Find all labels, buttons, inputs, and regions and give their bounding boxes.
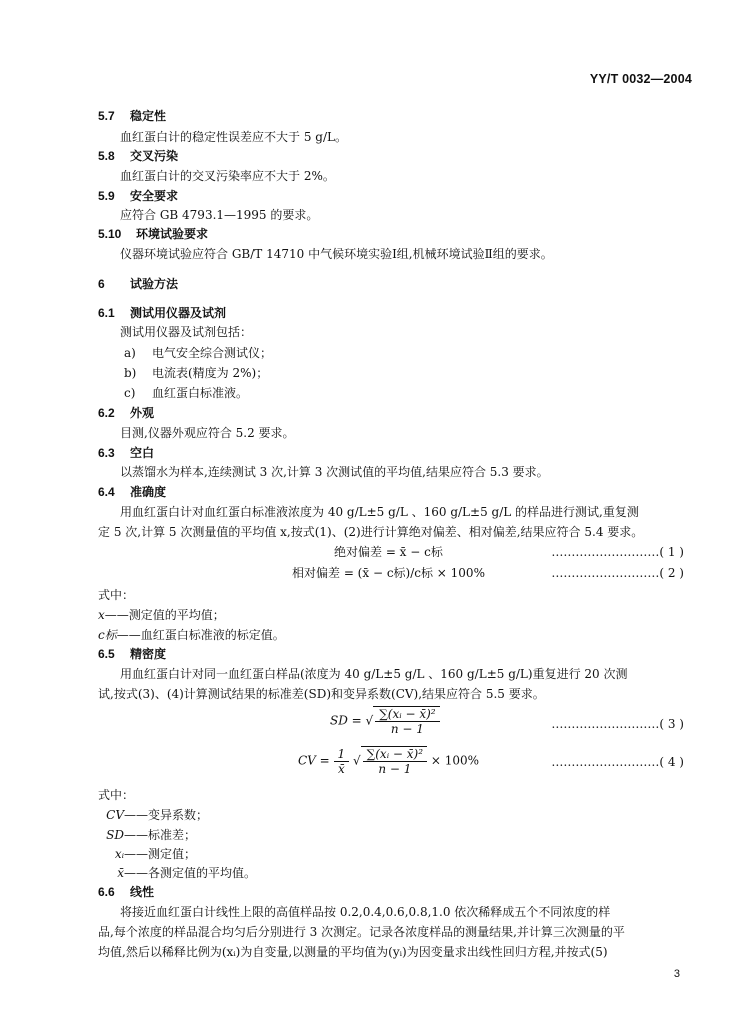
definition-text: ——测定值的平均值； xyxy=(104,608,225,622)
paragraph: 血红蛋白计的交叉污染率应不大于 2%。 xyxy=(120,169,335,183)
paragraph: 应符合 GB 4793.1—1995 的要求。 xyxy=(120,208,319,222)
section-number: 5.8 xyxy=(98,149,115,163)
section-number: 6.5 xyxy=(98,647,115,661)
definition-symbol: xᵢ xyxy=(114,847,124,861)
section-heading-6-3 xyxy=(98,445,154,461)
leader-dots: ……………………… xyxy=(551,755,660,769)
definition-symbol: CV xyxy=(106,808,124,822)
section-heading-5-9 xyxy=(98,188,178,204)
section-heading-6-4 xyxy=(98,484,166,500)
section-number: 6.2 xyxy=(98,406,115,420)
section-number: 6.3 xyxy=(98,446,115,460)
section-title: 稳定性 xyxy=(130,109,167,123)
definition-symbol: x xyxy=(98,608,105,622)
list-item xyxy=(124,365,268,381)
section-title: 空白 xyxy=(130,446,155,460)
definition xyxy=(98,607,225,623)
formula-number-label: ( 2 ) xyxy=(659,566,684,580)
paragraph: 用血红蛋白计对同一血红蛋白样品(浓度为 40 g/L±5 g/L 、160 g/L±5 g/L)重复进行 20 次测 xyxy=(120,667,628,681)
section-title: 外观 xyxy=(130,406,155,420)
paragraph: 仪器环境试验应符合 GB/T 14710 中气候环境实验Ⅰ组,机械环境试验Ⅱ组的要求。 xyxy=(120,247,553,261)
definition-text: ——标准差； xyxy=(124,828,197,842)
section-heading-5-8 xyxy=(98,148,178,164)
fraction-numerator: ∑(xᵢ − x̄)² xyxy=(375,707,439,722)
section-number: 5.10 xyxy=(98,227,122,241)
section-heading-6-6 xyxy=(98,884,154,900)
fraction-numerator: 1 xyxy=(334,747,350,762)
page-number: 3 xyxy=(673,968,680,980)
where-label: 式中： xyxy=(98,788,135,802)
leader-dots: ……………………… xyxy=(551,545,660,559)
formula-number-label: ( 3 ) xyxy=(659,717,684,731)
list-item xyxy=(124,345,272,361)
fraction-denominator: n − 1 xyxy=(378,762,412,776)
fraction-numerator: ∑(xᵢ − x̄)² xyxy=(363,747,427,762)
section-heading-6-1 xyxy=(98,305,226,321)
definition-text: ——变异系数； xyxy=(124,808,209,822)
list-item-label: c) xyxy=(124,386,136,400)
paragraph: 血红蛋白计的稳定性误差应不大于 5 g/L。 xyxy=(120,130,347,144)
definition-text: ——血红蛋白标准液的标定值。 xyxy=(116,628,285,642)
list-item-text: 血红蛋白标准液。 xyxy=(152,386,249,400)
section-number: 5.9 xyxy=(98,189,115,203)
chapter-heading-6 xyxy=(98,276,178,292)
section-title: 交叉污染 xyxy=(130,149,179,163)
formula-1: 绝对偏差 = x̄ − c标 xyxy=(334,545,443,559)
formula-number xyxy=(551,716,684,732)
section-title: 环境试验要求 xyxy=(136,227,209,241)
formula-4: CV = $\frac{1}{x̄}$ √ $\frac{\text{∑(xᵢ − x̄)²}}{n - 1}$ × 100% xyxy=(298,746,480,776)
section-heading-5-7 xyxy=(98,108,166,124)
paragraph: 定 5 次,计算 5 次测量值的平均值 x,按式(1)、(2)进行计算绝对偏差、相对偏差,结果应符合 5.4 要求。 xyxy=(98,525,644,539)
list-item-label: b) xyxy=(124,366,137,380)
definition-text: ——各测定值的平均值。 xyxy=(124,866,257,880)
definition xyxy=(76,846,196,862)
section-heading-6-2 xyxy=(98,405,154,421)
section-title: 测试用仪器及试剂 xyxy=(130,306,227,320)
paragraph: 试,按式(3)、(4)计算测试结果的标准差(SD)和变异系数(CV),结果应符合 5.5 要求。 xyxy=(98,687,545,701)
definition xyxy=(76,807,208,823)
formula-2: 相对偏差 = (x̄ − c标)/c标 × 100% xyxy=(292,566,485,580)
definition xyxy=(76,865,256,881)
list-item-text: 电气安全综合测试仪； xyxy=(152,346,273,360)
where-label: 式中： xyxy=(98,588,135,602)
formula-number-label: ( 4 ) xyxy=(659,755,684,769)
list-item xyxy=(124,385,248,401)
section-number: 5.7 xyxy=(98,109,115,123)
definition-symbol: c标 xyxy=(98,628,117,642)
paragraph: 目测,仪器外观应符合 5.2 要求。 xyxy=(120,426,295,440)
section-number: 6.1 xyxy=(98,306,115,320)
definition-symbol: x̄ xyxy=(117,866,124,880)
formula-number-label: ( 1 ) xyxy=(659,545,684,559)
paragraph: 用血红蛋白计对血红蛋白标准液浓度为 40 g/L±5 g/L 、160 g/L±5 g/L 的样品进行测试,重复测 xyxy=(120,505,639,519)
section-number: 6.6 xyxy=(98,885,115,899)
paragraph: 以蒸馏水为样本,连续测试 3 次,计算 3 次测试值的平均值,结果应符合 5.3 要求。 xyxy=(120,465,549,479)
definition-symbol: SD xyxy=(106,828,124,842)
list-item-label: a) xyxy=(124,346,136,360)
section-title: 准确度 xyxy=(130,485,167,499)
definition-text: ——测定值； xyxy=(124,847,197,861)
formula-number xyxy=(551,754,684,770)
list-item-text: 电流表(精度为 2%)； xyxy=(152,366,269,380)
leader-dots: ……………………… xyxy=(551,717,660,731)
formula-number xyxy=(551,565,684,581)
definition xyxy=(76,827,196,843)
paragraph: 品,每个浓度的样品混合均匀后分别进行 3 次测定。记录各浓度样品的测量结果,并计算三次测量的平 xyxy=(98,925,625,939)
section-title: 精密度 xyxy=(130,647,167,661)
paragraph: 均值,然后以稀释比例为(xᵢ)为自变量,以测量的平均值为(yᵢ)为因变量求出线性回归方程,并按式(5) xyxy=(98,945,608,959)
fraction-denominator: x̄ xyxy=(337,761,345,776)
formula-tail: × 100% xyxy=(430,753,480,768)
leader-dots: ……………………… xyxy=(551,566,660,580)
paragraph: 将接近血红蛋白计线性上限的高值样品按 0.2,0.4,0.6,0.8,1.0 依次稀释成五个不同浓度的样 xyxy=(120,905,611,919)
section-heading-6-5 xyxy=(98,646,166,662)
section-number: 6.4 xyxy=(98,485,115,499)
formula-lhs: SD = xyxy=(330,713,362,728)
section-title: 安全要求 xyxy=(130,189,179,203)
fraction-denominator: n − 1 xyxy=(390,722,424,736)
formula-3: SD = √ $\frac{\text{∑(xᵢ − x̄)²}}{n - 1}$ xyxy=(330,706,440,736)
section-heading-5-10 xyxy=(98,226,208,242)
standard-code: YY/T 0032—2004 xyxy=(589,72,692,86)
section-title: 线性 xyxy=(130,885,155,899)
section-title: 试验方法 xyxy=(130,277,179,291)
formula-lhs: CV = xyxy=(298,753,330,768)
formula-number xyxy=(551,544,684,560)
section-number: 6 xyxy=(98,277,105,291)
definition xyxy=(98,627,285,643)
paragraph: 测试用仪器及试剂包括： xyxy=(120,325,253,339)
